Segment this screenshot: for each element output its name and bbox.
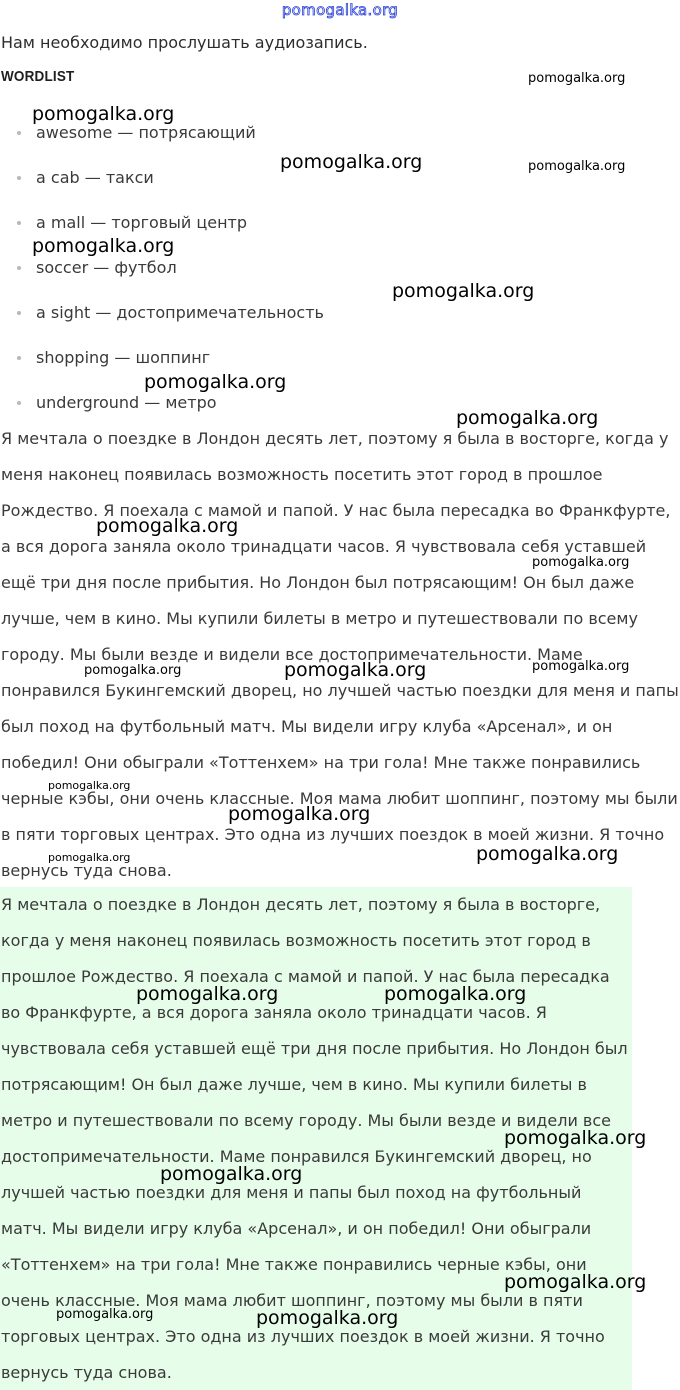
wordlist-item-text: soccer — футбол bbox=[36, 258, 177, 277]
watermark-text: pomogalka.org bbox=[532, 659, 630, 674]
watermark-text: pomogalka.org bbox=[256, 1307, 399, 1329]
watermark-text: pomogalka.org bbox=[48, 779, 131, 792]
watermark-text: pomogalka.org bbox=[528, 71, 626, 86]
wordlist-item bbox=[0, 208, 324, 253]
watermark-text: pomogalka.org bbox=[504, 1271, 647, 1293]
watermark-text: pomogalka.org bbox=[96, 515, 239, 537]
bullet-icon bbox=[17, 311, 21, 315]
wordlist-item-text: a mall — торговый центр bbox=[36, 213, 248, 232]
bullet-icon bbox=[17, 356, 21, 360]
watermark-text: pomogalka.org bbox=[32, 235, 175, 257]
watermark-text: pomogalka.org bbox=[136, 983, 279, 1005]
bullet-icon bbox=[17, 266, 21, 270]
bullet-icon bbox=[17, 131, 21, 135]
wordlist-item-text: a cab — такси bbox=[36, 168, 154, 187]
site-logo[interactable]: pomogalka.org bbox=[281, 1, 399, 19]
wordlist-item bbox=[0, 298, 324, 343]
bullet-icon bbox=[17, 221, 21, 225]
wordlist-heading: WORDLIST bbox=[1, 68, 75, 85]
text-paragraph: Я мечтала о поездке в Лондон десять лет, поэтому я была в восторге, когда у меня наконец появилась возможность посетить этот город в прошлое Рождество. Я поехала с мамой и папой. У нас была пересадка во Франкфурте, а вся дорога заняла около тринадцати часов. Я чувствовала себя уставшей ещё три дня после прибытия. Но Лондон был потрясающим! Он был даже лучше, чем в кино. Мы купили билеты в метро и путешествовали по всему городу. Мы были везде и видели все достопримечательности. Маме понравился Букингемский дворец, но лучшей частью поездки для меня и папы был поход на футбольный матч. Мы видели игру клуба «Арсенал», и он победил! Они обыграли «Тоттенхем» на три гола! Мне также понравились черные кэбы, они очень классные. Моя мама любит шоппинг, поэтому мы были в пяти торговых центрах. Это одна из лучших поездок в моей жизни. Я точно вернусь туда снова. bbox=[1, 429, 679, 880]
watermark-text: pomogalka.org bbox=[56, 1307, 154, 1322]
watermark-text: pomogalka.org bbox=[456, 407, 599, 429]
watermark-text: pomogalka.org bbox=[280, 151, 423, 173]
watermark-text: pomogalka.org bbox=[504, 1127, 647, 1149]
wordlist-item bbox=[0, 118, 324, 163]
watermark-text: pomogalka.org bbox=[160, 1163, 303, 1185]
wordlist-item-text: underground — метро bbox=[36, 393, 217, 412]
watermark-text: pomogalka.org bbox=[48, 851, 131, 864]
bullet-icon bbox=[17, 401, 21, 405]
watermark-text: pomogalka.org bbox=[476, 843, 619, 865]
wordlist-item-text: shopping — шоппинг bbox=[36, 348, 211, 367]
wordlist-item bbox=[0, 253, 324, 298]
wordlist bbox=[0, 118, 324, 433]
watermark-text: pomogalka.org bbox=[384, 983, 527, 1005]
watermark-text: pomogalka.org bbox=[228, 803, 371, 825]
intro-text: Нам необходимо прослушать аудиозапись. bbox=[1, 33, 368, 52]
watermark-text: pomogalka.org bbox=[528, 159, 626, 174]
watermark-text: pomogalka.org bbox=[284, 659, 427, 681]
translation-paragraph: Я мечтала о поездке в Лондон десять лет, поэтому я была в восторге, когда у меня наконец появилась возможность посетить этот город в прошлое Рождество. Я поехала с мамой и папой. У нас была пересадка во Франкфурте, а вся дорога заняла около тринадцати часов. Я чувствовала себя уставшей ещё три дня после прибытия. Но Лондон был потрясающим! Он был даже лучше, чем в кино. Мы купили билеты в метро и путешествовали по всему городу. Мы были везде и видели все достопримечательности. Маме понравился Букингемский дворец, но лучшей частью поездки для меня и папы был поход на футбольный матч. Мы видели игру клуба «Арсенал», и он победил! Они обыграли «Тоттенхем» на три гола! Мне также понравились черные кэбы, они очень классные. Моя мама любит шоппинг, поэтому мы были в пяти торговых центрах. Это одна из лучших поездок в моей жизни. Я точно вернусь туда снова. bbox=[1, 895, 628, 1382]
watermark-text: pomogalka.org bbox=[32, 103, 175, 125]
watermark-text: pomogalka.org bbox=[392, 280, 535, 302]
wordlist-item-text: awesome — потрясающий bbox=[36, 123, 256, 142]
wordlist-item-text: a sight — достопримечательность bbox=[36, 303, 324, 322]
watermark-text: pomogalka.org bbox=[84, 663, 182, 678]
wordlist-item bbox=[0, 343, 324, 388]
watermark-text: pomogalka.org bbox=[532, 555, 630, 570]
watermark-text: pomogalka.org bbox=[144, 371, 287, 393]
bullet-icon bbox=[17, 176, 21, 180]
wordlist-item bbox=[0, 163, 324, 208]
